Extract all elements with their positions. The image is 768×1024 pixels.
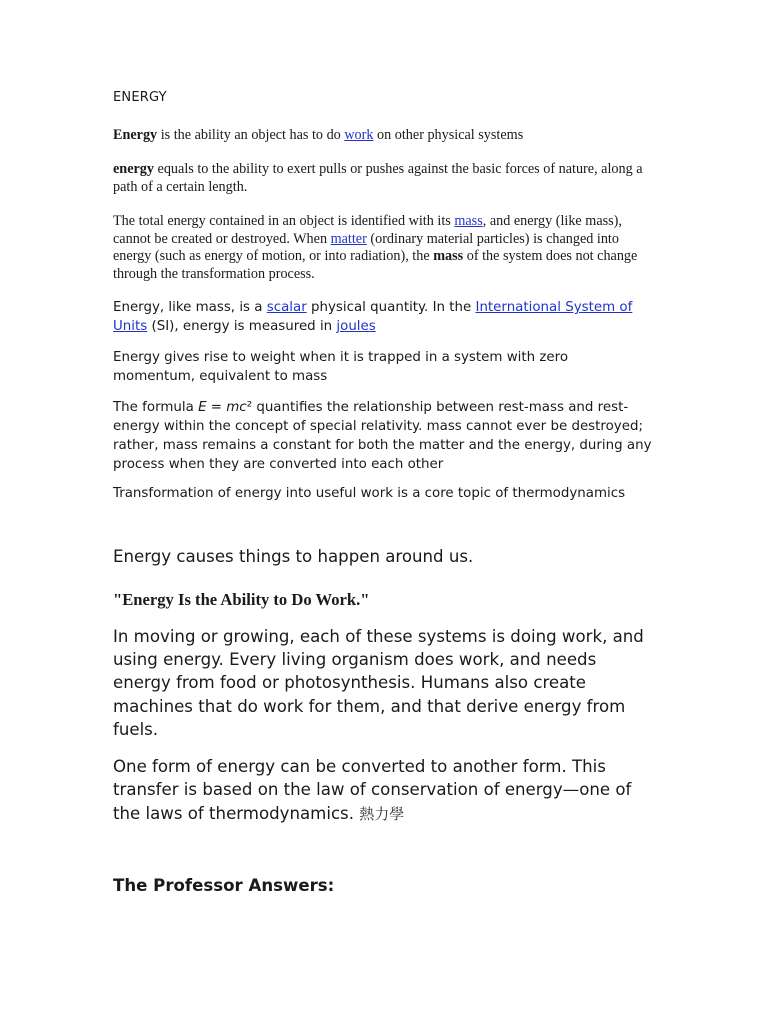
bold-term-energy: Energy bbox=[113, 127, 158, 143]
bold-term-energy: energy bbox=[113, 161, 154, 177]
formula-e: E bbox=[198, 400, 207, 415]
paragraph-text: equals to the ability to exert pulls or pushes against the basic forces of nature, along a path of a certain length. bbox=[113, 161, 643, 195]
paragraph-text: Energy, like mass, is a bbox=[113, 300, 267, 315]
paragraph-text: , and energy (like mass), cannot be created or destroyed. When bbox=[113, 213, 622, 247]
link-matter[interactable]: matter bbox=[330, 230, 367, 247]
weight-paragraph: Energy gives rise to weight when it is trapped in a system with zero momentum, equivalent to mass bbox=[113, 350, 569, 384]
formula-equals: = bbox=[206, 400, 227, 415]
formula-mc: mc bbox=[226, 400, 247, 415]
link-international-system-of-units[interactable]: International System of Units bbox=[113, 300, 633, 334]
professor-answers-heading: The Professor Answers: bbox=[113, 876, 335, 895]
conservation-paragraph bbox=[113, 755, 658, 826]
paragraph-text: physical quantity. In the bbox=[306, 300, 476, 315]
link-scalar[interactable]: scalar bbox=[266, 300, 307, 315]
quote-heading: "Energy Is the Ability to Do Work." bbox=[113, 590, 370, 609]
definition-paragraph bbox=[113, 126, 523, 144]
paragraph-text: The formula bbox=[113, 400, 199, 415]
link-mass[interactable]: mass bbox=[454, 213, 483, 229]
formula-squared: ² bbox=[246, 400, 253, 415]
paragraph-text: of the system does not change through the transformation process. bbox=[113, 248, 638, 282]
cjk-thermodynamics-term: 熱力學 bbox=[359, 804, 405, 823]
paragraph-text: is the ability an object has to do bbox=[157, 127, 345, 143]
work-paragraph: In moving or growing, each of these systems is doing work, and using energy. Every living organism does work, and needs energy from food or photosynthesis. Humans also create machines that do work for them, and that derive energy from fuels. bbox=[113, 627, 644, 739]
link-work[interactable]: work bbox=[344, 127, 374, 143]
bold-term-mass: mass bbox=[433, 248, 464, 264]
formula-paragraph bbox=[113, 398, 653, 474]
section-heading: Energy causes things to happen around us. bbox=[113, 547, 474, 566]
scalar-paragraph bbox=[113, 298, 663, 336]
paragraph-text: One form of energy can be converted to another form. This transfer is based on the law of conservation of energy—one of the laws of thermodynamics. bbox=[113, 757, 632, 823]
forces-paragraph bbox=[113, 161, 643, 196]
paragraph-text: on other physical systems bbox=[373, 127, 524, 143]
link-joules[interactable]: joules bbox=[336, 319, 376, 334]
paragraph-text: (SI), energy is measured in bbox=[147, 319, 337, 334]
paragraph-text: quantifies the relationship between rest-mass and rest-energy within the concept of special relativity. mass cannot ever be destroyed; rather, mass remains a constant for both the matter and the energy, during any process when they are converted into each other bbox=[113, 400, 652, 472]
page-title: ENERGY bbox=[113, 90, 167, 105]
thermodynamics-paragraph: Transformation of energy into useful work is a core topic of thermodynamics bbox=[113, 486, 626, 501]
paragraph-text: The total energy contained in an object is identified with its bbox=[113, 213, 455, 229]
paragraph-text: (ordinary material particles) is changed into energy (such as energy of motion, or into radiation), the bbox=[113, 230, 619, 264]
total-energy-paragraph bbox=[113, 213, 658, 283]
